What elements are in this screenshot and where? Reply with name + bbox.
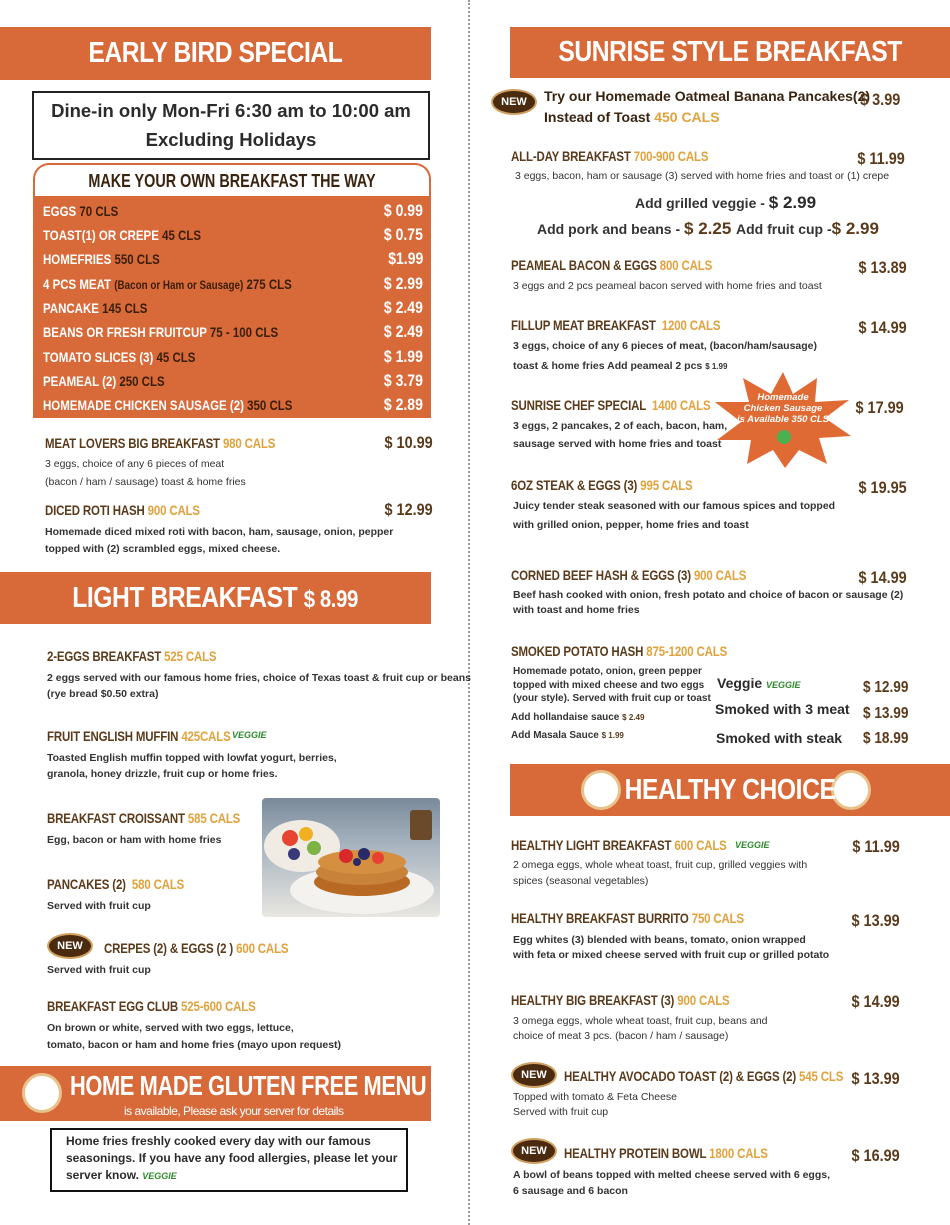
oat-line2: Instead of Toast 450 CALS [544, 109, 720, 125]
light-breakfast-banner [0, 572, 431, 624]
healthy-light-title: HEALTHY LIGHT BREAKFAST 600 CALS [511, 837, 727, 853]
column-divider [468, 0, 470, 1225]
list-item [43, 249, 423, 273]
chef-desc1: 3 eggs, 2 pancakes, 2 of each, bacon, ham, [513, 420, 728, 432]
item-cal: 550 CLS [114, 251, 160, 267]
steak-desc2: with grilled onion, pepper, home fries and toast [513, 519, 749, 531]
veggie-leaf-icon: VEGGIE [735, 840, 770, 850]
list-item [43, 298, 423, 322]
item-cal: 45 CLS [156, 349, 196, 365]
avocado-desc1: Topped with tomato & Feta Cheese [513, 1091, 678, 1103]
meat-lovers-desc1: 3 eggs, choice of any 6 pieces of meat [45, 458, 225, 470]
new-badge: NEW [47, 933, 93, 959]
steak-title: 6OZ STEAK & EGGS (3) 995 CALS [511, 477, 693, 493]
roti-title: DICED ROTI HASH 900 CALS [45, 502, 200, 518]
big-desc1: 3 omega eggs, whole wheat toast, fruit cup, beans and [513, 1015, 768, 1027]
pancakes-title: PANCAKES (2) 580 CALS [47, 876, 185, 892]
veggie-leaf-icon: VEGGIE [232, 730, 267, 740]
avocado-price: $ 13.99 [851, 1069, 900, 1088]
burst-line1: Homemade [757, 392, 809, 403]
item-price: $ 2.99 [384, 275, 423, 293]
smoked-desc2: topped with mixed cheese and two eggs [513, 680, 705, 691]
item-cal: 145 CLS [102, 300, 148, 316]
item-price: $ 2.49 [384, 299, 423, 317]
corned-price: $ 14.99 [858, 568, 907, 587]
fillup-desc1: 3 eggs, choice of any 6 pieces of meat, (bacon/ham/sausage) [513, 340, 818, 352]
peameal-desc: 3 eggs and 2 pcs peameal bacon served with home fries and toast [513, 280, 822, 292]
add-fruit: Add fruit cup -$ 2.99 [736, 219, 879, 238]
chef-price: $ 17.99 [855, 398, 904, 417]
smoked-price-steak: $ 18.99 [862, 730, 908, 747]
build-list [33, 196, 431, 418]
list-item [43, 347, 423, 371]
allday-title: ALL-DAY BREAKFAST 700-900 CALS [511, 148, 709, 164]
healthy-light-desc1: 2 omega eggs, whole wheat toast, fruit cup, grilled veggies with [513, 859, 808, 871]
steak-price: $ 19.95 [858, 478, 907, 497]
item-cal: 350 CLS [247, 397, 293, 413]
list-item [43, 322, 423, 346]
chicken-sausage-burst [713, 370, 853, 470]
early-bird-title: EARLY BIRD SPECIAL [88, 37, 343, 69]
halal-icon [777, 430, 791, 444]
burrito-desc1: Egg whites (3) blended with beans, tomato, onion wrapped [513, 934, 806, 946]
item-name: 4 PCS MEAT [43, 276, 112, 292]
add-pork: Add pork and beans - $ 2.25 [537, 219, 732, 238]
item-cal: 70 CLS [79, 203, 119, 219]
roti-desc2: topped with (2) scrambled eggs, mixed cheese. [45, 543, 281, 555]
item-price: $1.99 [387, 250, 423, 268]
healthy-stamp-icon [831, 770, 871, 810]
burst-line3: is Available 350 CLS [736, 414, 830, 425]
item-name: TOAST(1) OR CREPE [43, 227, 159, 243]
veggie-leaf-icon: VEGGIE [766, 680, 801, 690]
smoked-opt-steak: Smoked with steak [716, 730, 843, 746]
item-sub: (Bacon or Ham or Sausage) [114, 278, 244, 292]
meat-lovers-title: MEAT LOVERS BIG BREAKFAST 980 CALS [45, 435, 276, 451]
item-price: $ 2.89 [384, 396, 423, 414]
two-eggs-desc1: 2 eggs served with our famous home fries, choice of Texas toast & fruit cup or beans [47, 672, 471, 684]
light-title: LIGHT BREAKFAST [72, 582, 298, 614]
two-eggs-title: 2-EGGS BREAKFAST 525 CALS [47, 648, 217, 664]
smoked-desc4: Add hollandaise sauce $ 2.49 [511, 712, 645, 723]
gluten-sub: is available, Please ask your server for details [124, 1104, 344, 1118]
burrito-desc2: with feta or mixed cheese served with fruit cup or grilled potato [513, 949, 830, 961]
item-price: $ 0.99 [384, 202, 423, 220]
fillup-title: FILLUP MEAT BREAKFAST 1200 CALS [511, 317, 721, 333]
muffin-desc2: granola, honey drizzle, fruit cup or home fries. [47, 768, 278, 780]
item-cal: 275 CLS [246, 276, 292, 292]
allday-price: $ 11.99 [857, 149, 905, 168]
corned-desc1: Beef hash cooked with onion, fresh potato and choice of bacon or sausage (2) [513, 589, 904, 601]
new-badge: NEW [491, 89, 537, 115]
allergy-note-box [50, 1128, 408, 1192]
add-veggie: Add grilled veggie - $ 2.99 [635, 193, 817, 212]
note-line1: Home fries freshly cooked every day with our famous [66, 1134, 371, 1148]
make-own-header [33, 163, 431, 197]
item-name: HOMEMADE CHICKEN SAUSAGE (2) [43, 397, 244, 413]
smoked-price-veggie: $ 12.99 [862, 679, 908, 696]
roti-price: $ 12.99 [384, 500, 433, 519]
veggie-leaf-icon: VEGGIE [142, 1171, 177, 1181]
croissant-title: BREAKFAST CROISSANT 585 CALS [47, 810, 241, 826]
big-title: HEALTHY BIG BREAKFAST (3) 900 CALS [511, 992, 730, 1008]
pancake-photo [262, 798, 440, 917]
smoked-desc1: Homemade potato, onion, green pepper [513, 666, 702, 677]
list-item [43, 371, 423, 395]
fillup-desc2: toast & home fries Add peameal 2 pcs $ 1.99 [513, 360, 728, 372]
new-badge: NEW [511, 1138, 557, 1164]
item-name: BEANS OR FRESH FRUITCUP [43, 324, 207, 340]
item-price: $ 0.75 [384, 226, 423, 244]
corned-title: CORNED BEEF HASH & EGGS (3) 900 CALS [511, 567, 747, 583]
protein-desc1: A bowl of beans topped with melted cheese served with 6 eggs, [513, 1169, 831, 1181]
item-cal: 250 CLS [119, 373, 165, 389]
peameal-title: PEAMEAL BACON & EGGS 800 CALS [511, 257, 713, 273]
sunrise-banner [510, 27, 950, 78]
new-badge: NEW [511, 1062, 557, 1088]
steak-desc1: Juicy tender steak seasoned with our famous spices and topped [513, 500, 836, 512]
burrito-price: $ 13.99 [851, 911, 900, 930]
sunrise-title: SUNRISE STYLE BREAKFAST [558, 36, 902, 68]
dine-in-line2: Excluding Holidays [145, 129, 317, 150]
protein-desc2: 6 sausage and 6 bacon [513, 1185, 628, 1197]
gluten-free-stamp-icon [22, 1073, 62, 1113]
smoked-desc3: (your style). Served with fruit cup or toast [513, 693, 711, 704]
list-item [43, 225, 423, 249]
list-item [43, 201, 423, 225]
roti-desc1: Homemade diced mixed roti with bacon, ham, sausage, onion, pepper [45, 526, 394, 538]
item-price: $ 1.99 [384, 348, 423, 366]
crepes-title: CREPES (2) & EGGS (2 ) 600 CALS [104, 940, 289, 956]
healthy-stamp-icon [581, 770, 621, 810]
item-name: PEAMEAL (2) [43, 373, 117, 389]
chef-desc2: sausage served with home fries and toast [513, 438, 722, 450]
healthy-title: HEALTHY CHOICE [624, 774, 836, 806]
smoked-opt-veggie: Veggie VEGGIE [717, 675, 801, 691]
meat-lovers-desc2: (bacon / ham / sausage) toast & home fries [45, 476, 246, 488]
item-price: $ 3.79 [384, 372, 423, 390]
fillup-price: $ 14.99 [858, 318, 907, 337]
big-price: $ 14.99 [851, 992, 900, 1011]
dine-in-box [32, 91, 430, 160]
healthy-light-desc2: spices (seasonal vegetables) [513, 875, 649, 887]
protein-price: $ 16.99 [851, 1146, 900, 1165]
item-price: $ 2.49 [384, 323, 423, 341]
club-desc1: On brown or white, served with two eggs, lettuce, [47, 1022, 294, 1034]
pancake-stack-icon [262, 798, 440, 917]
club-desc2: tomato, bacon or ham and home fries (mayo upon request) [47, 1039, 342, 1051]
chef-title: SUNRISE CHEF SPECIAL 1400 CALS [511, 397, 711, 413]
burrito-title: HEALTHY BREAKFAST BURRITO 750 CALS [511, 910, 745, 926]
gluten-free-banner [0, 1066, 431, 1121]
healthy-light-price: $ 11.99 [852, 837, 900, 856]
item-name: EGGS [43, 203, 77, 219]
item-cal: 45 CLS [162, 227, 201, 243]
crepes-desc: Served with fruit cup [47, 964, 151, 976]
allday-desc: 3 eggs, bacon, ham or sausage (3) served with home fries and toast or (1) crepe [515, 170, 890, 182]
item-cal: 75 - 100 CLS [209, 324, 279, 340]
list-item [43, 395, 423, 419]
oat-line1: Try our Homemade Oatmeal Banana Pancakes(2) [544, 88, 871, 104]
two-eggs-desc2: (rye bread $0.50 extra) [47, 688, 159, 700]
gluten-title: HOME MADE GLUTEN FREE MENU [70, 1070, 427, 1101]
avocado-title: HEALTHY AVOCADO TOAST (2) & EGGS (2) 545 CLS [564, 1068, 844, 1084]
dine-in-line1: Dine-in only Mon-Fri 6:30 am to 10:00 am [51, 100, 411, 121]
burst-line2: Chicken Sausage [743, 403, 823, 414]
note-line3: server know. VEGGIE [66, 1168, 177, 1182]
item-name: TOMATO SLICES (3) [43, 349, 154, 365]
big-desc2: choice of meat 3 pcs. (bacon / ham / sausage) [513, 1030, 729, 1042]
protein-title: HEALTHY PROTEIN BOWL 1800 CALS [564, 1145, 768, 1161]
healthy-banner [510, 764, 950, 816]
item-name: PANCAKE [43, 300, 99, 316]
light-price: $ 8.99 [304, 586, 359, 613]
club-title: BREAKFAST EGG CLUB 525-600 CALS [47, 998, 256, 1014]
smoked-price-meat: $ 13.99 [862, 705, 908, 722]
oat-price: $ 3.99 [859, 90, 900, 109]
pancakes-desc: Served with fruit cup [47, 900, 151, 912]
make-own-text: MAKE YOUR OWN BREAKFAST THE WAY [88, 171, 376, 191]
note-line2: seasonings. If you have any food allergies, please let your [66, 1151, 398, 1165]
list-item [43, 274, 423, 298]
early-bird-banner [0, 27, 431, 80]
smoked-desc5: Add Masala Sauce $ 1.99 [511, 730, 624, 741]
smoked-title: SMOKED POTATO HASH 875-1200 CALS [511, 643, 728, 659]
muffin-title: FRUIT ENGLISH MUFFIN 425CALS [47, 728, 231, 744]
muffin-desc1: Toasted English muffin topped with lowfat yogurt, berries, [47, 752, 337, 764]
avocado-desc2: Served with fruit cup [513, 1106, 609, 1118]
smoked-opt-meat: Smoked with 3 meat [715, 701, 850, 717]
croissant-desc: Egg, bacon or ham with home fries [47, 834, 222, 846]
item-name: HOMEFRIES [43, 251, 112, 267]
corned-desc2: with toast and home fries [513, 604, 640, 616]
peameal-price: $ 13.89 [858, 258, 907, 277]
meat-lovers-price: $ 10.99 [384, 433, 433, 452]
